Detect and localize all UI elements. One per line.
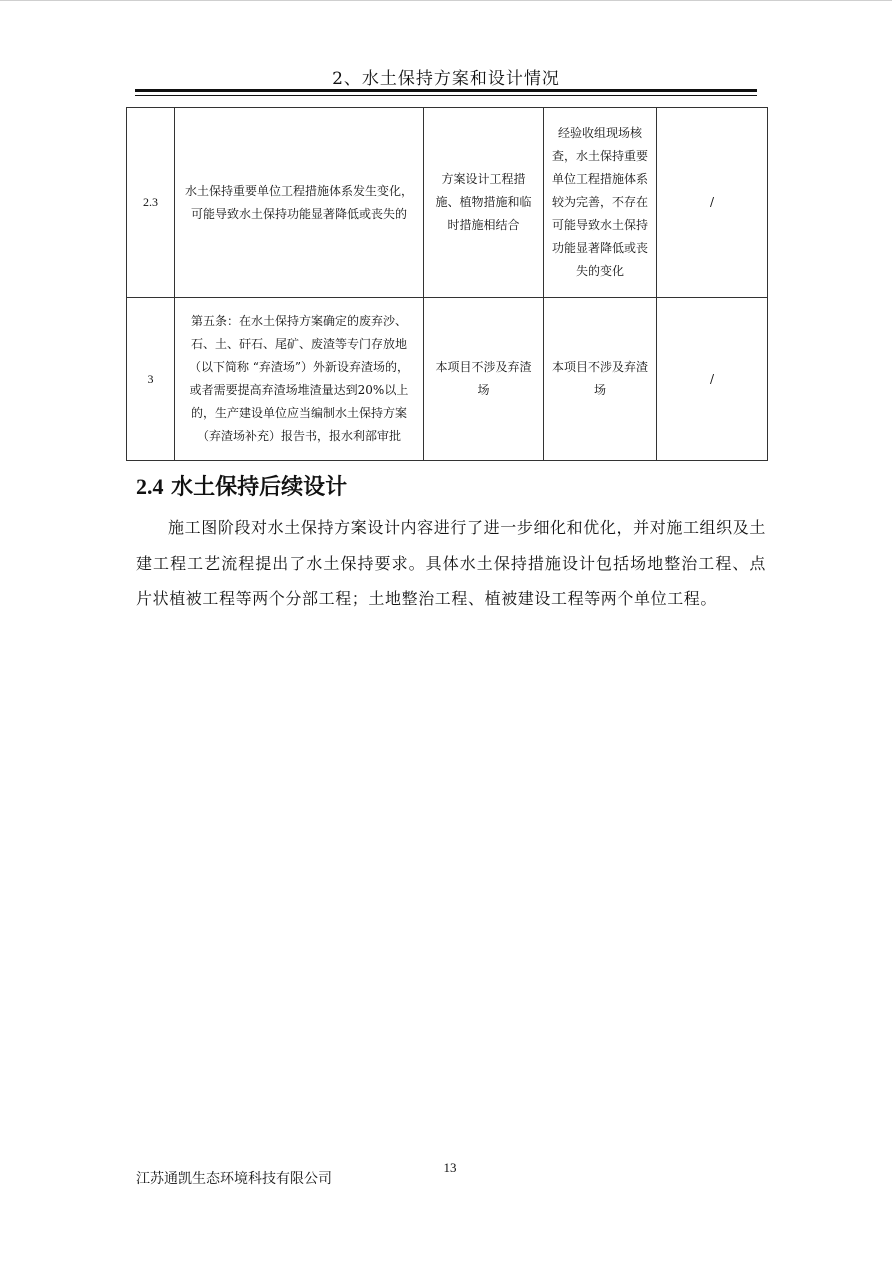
body-paragraph: 施工图阶段对水土保持方案设计内容进行了进一步细化和优化，并对施工组织及土建工程工艺流程提出了水土保持要求。具体水土保持措施设计包括场地整治工程、点片状植被工程等两个分部工程；土地整治工程、植被建设工程等两个单位工程。 <box>136 518 766 608</box>
condition-cell: 第五条：在水土保持方案确定的废弃沙、石、土、矸石、尾矿、废渣等专门存放地（以下简称 “弃渣场”）外新设弃渣场的，或者需要提高弃渣场堆渣量达到20%以上的，生产建设单位应当编制水土保持方案（弃渣场补充）报告书，报水利部审批 <box>175 298 424 461</box>
row-number: 2.3 <box>127 108 175 298</box>
page-number: 13 <box>443 1160 457 1175</box>
section-number: 2.4 <box>136 474 164 499</box>
header-rule-thin <box>135 95 757 96</box>
design-cell: 本项目不涉及弃渣场 <box>424 298 544 461</box>
section-title: 水土保持后续设计 <box>171 474 348 500</box>
design-cell: 方案设计工程措施、植物措施和临时措施相结合 <box>424 108 544 298</box>
table-row <box>127 298 768 461</box>
verification-cell: 经验收组现场核查，水土保持重要单位工程措施体系较为完善，不存在可能导致水土保持功能显著降低或丧失的变化 <box>544 108 657 298</box>
page-top-border <box>0 0 892 1</box>
row-number: 3 <box>127 298 175 461</box>
section-heading <box>136 470 347 501</box>
remark-cell: / <box>657 298 768 461</box>
running-header-title: 2、水土保持方案和设计情况 <box>332 69 560 89</box>
condition-cell: 水土保持重要单位工程措施体系发生变化，可能导致水土保持功能显著降低或丧失的 <box>175 108 424 298</box>
footer-company-name: 江苏通凯生态环境科技有限公司 <box>136 1171 332 1187</box>
remark-cell: / <box>657 108 768 298</box>
header-rule-thick <box>135 89 757 92</box>
verification-cell: 本项目不涉及弃渣场 <box>544 298 657 461</box>
verification-table <box>126 107 768 461</box>
table-row <box>127 108 768 298</box>
